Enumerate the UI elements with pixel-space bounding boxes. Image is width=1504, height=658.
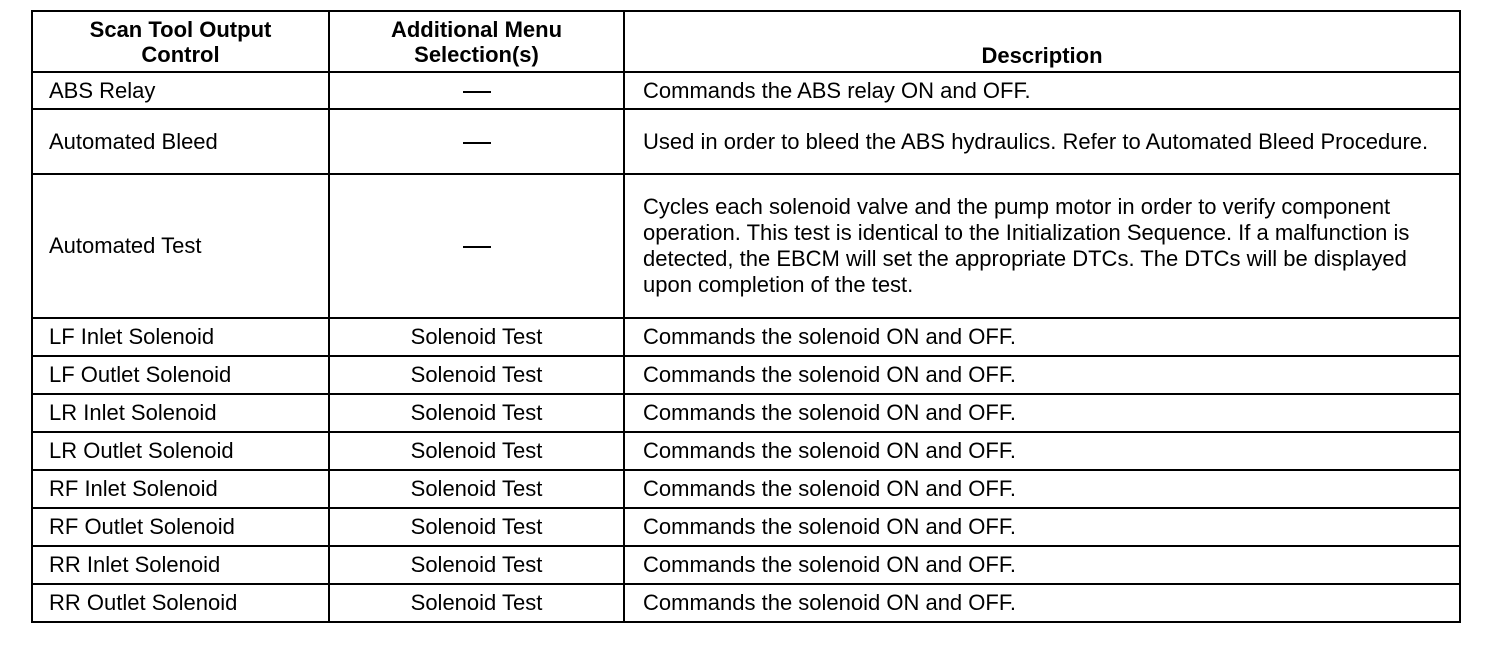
menu-cell: Solenoid Test	[329, 508, 624, 546]
control-cell: RF Inlet Solenoid	[32, 470, 329, 508]
dash-mark	[463, 91, 491, 93]
menu-cell: Solenoid Test	[329, 470, 624, 508]
control-cell: LR Inlet Solenoid	[32, 394, 329, 432]
menu-cell: Solenoid Test	[329, 394, 624, 432]
control-cell: Automated Test	[32, 174, 329, 318]
table-row	[32, 318, 1460, 356]
description-cell: Commands the solenoid ON and OFF.	[624, 584, 1460, 622]
control-cell: LF Outlet Solenoid	[32, 356, 329, 394]
description-cell: Commands the ABS relay ON and OFF.	[624, 72, 1460, 109]
menu-cell	[329, 72, 624, 109]
menu-cell: Solenoid Test	[329, 546, 624, 584]
table-row	[32, 109, 1460, 174]
description-cell: Commands the solenoid ON and OFF.	[624, 318, 1460, 356]
control-cell: LF Inlet Solenoid	[32, 318, 329, 356]
header-control	[32, 11, 329, 72]
table-row	[32, 546, 1460, 584]
control-cell: ABS Relay	[32, 72, 329, 109]
header-control-line2: Control	[141, 41, 220, 67]
table-row	[32, 174, 1460, 318]
menu-cell	[329, 109, 624, 174]
table-row	[32, 72, 1460, 109]
header-menu-line2: Selection(s)	[414, 41, 539, 67]
control-cell: RF Outlet Solenoid	[32, 508, 329, 546]
table-row	[32, 432, 1460, 470]
menu-cell: Solenoid Test	[329, 432, 624, 470]
table-row	[32, 470, 1460, 508]
control-cell: RR Outlet Solenoid	[32, 584, 329, 622]
table-row	[32, 356, 1460, 394]
dash-mark	[463, 142, 491, 144]
menu-cell: Solenoid Test	[329, 318, 624, 356]
description-cell: Commands the solenoid ON and OFF.	[624, 356, 1460, 394]
table-row	[32, 508, 1460, 546]
description-cell: Cycles each solenoid valve and the pump motor in order to verify component operation. This test is identical to the Initialization Sequence. If a malfunction is detected, the EBCM will set the appropriate DTCs. The DTCs will be displayed upon completion of the test.	[624, 174, 1460, 318]
menu-cell	[329, 174, 624, 318]
description-cell: Commands the solenoid ON and OFF.	[624, 394, 1460, 432]
header-control-line1: Scan Tool Output	[89, 16, 272, 42]
control-cell: Automated Bleed	[32, 109, 329, 174]
description-cell: Commands the solenoid ON and OFF.	[624, 432, 1460, 470]
description-cell: Commands the solenoid ON and OFF.	[624, 508, 1460, 546]
description-cell: Commands the solenoid ON and OFF.	[624, 470, 1460, 508]
header-description: Description	[624, 11, 1460, 72]
description-cell: Commands the solenoid ON and OFF.	[624, 546, 1460, 584]
control-cell: RR Inlet Solenoid	[32, 546, 329, 584]
control-cell: LR Outlet Solenoid	[32, 432, 329, 470]
header-menu-line1: Additional Menu	[390, 16, 563, 42]
table-row	[32, 394, 1460, 432]
menu-cell: Solenoid Test	[329, 584, 624, 622]
menu-cell: Solenoid Test	[329, 356, 624, 394]
dash-mark	[463, 246, 491, 248]
header-row	[32, 11, 1460, 72]
description-cell: Used in order to bleed the ABS hydraulics. Refer to Automated Bleed Procedure.	[624, 109, 1460, 174]
scan-tool-output-control-table	[31, 10, 1461, 623]
header-menu	[329, 11, 624, 72]
table-row	[32, 584, 1460, 622]
